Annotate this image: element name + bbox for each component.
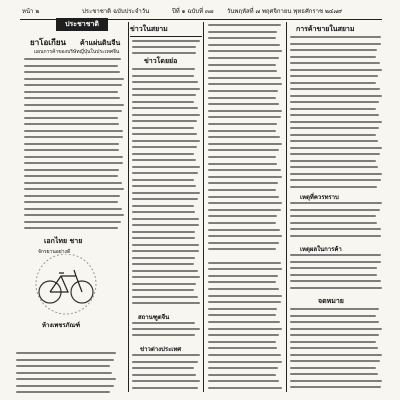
column-divider <box>128 22 129 392</box>
text-line <box>290 36 381 38</box>
text-line <box>290 334 379 336</box>
text-line <box>132 334 195 336</box>
text-line <box>208 31 277 33</box>
text-line <box>290 101 379 103</box>
text-line <box>24 208 122 210</box>
text-line <box>132 302 200 304</box>
text-line <box>290 69 382 71</box>
text-line <box>24 156 123 158</box>
text-line <box>208 169 281 171</box>
text-line <box>208 44 280 46</box>
text-line <box>24 97 120 99</box>
text-line <box>132 127 194 129</box>
text-line <box>16 365 110 367</box>
text-line <box>290 386 381 388</box>
text-line <box>208 209 281 211</box>
text-line <box>290 160 376 162</box>
text-line <box>132 328 200 330</box>
text-line <box>24 188 124 190</box>
text-line <box>290 373 378 375</box>
text-line <box>132 211 195 213</box>
text-line <box>132 276 200 278</box>
text-line <box>208 229 280 231</box>
sub3-column3: จดหมาย <box>318 297 344 305</box>
text-line <box>132 94 196 96</box>
text-line <box>132 88 200 90</box>
text-line <box>132 159 196 161</box>
text-line <box>290 56 376 58</box>
text-line <box>208 83 282 85</box>
text-line <box>208 281 276 283</box>
text-line <box>290 95 382 97</box>
text-line <box>208 136 280 138</box>
text-line <box>208 70 277 72</box>
text-line <box>290 215 376 217</box>
text-line <box>290 186 377 188</box>
text-line <box>16 359 114 361</box>
text-line <box>208 215 277 217</box>
text-line <box>132 250 199 252</box>
text-line <box>208 156 276 158</box>
text-line <box>24 175 118 177</box>
text-line <box>132 380 200 382</box>
text-line <box>208 143 282 145</box>
text-line <box>208 334 279 336</box>
text-line <box>290 153 380 155</box>
ad-subtitle: จักรยานอย่างดี <box>38 249 71 255</box>
text-line <box>208 248 276 250</box>
text-line <box>208 103 279 105</box>
text-line <box>24 227 118 229</box>
text-line <box>290 166 378 168</box>
text-line <box>290 267 377 269</box>
sub2-column2: ข่าวต่างประเทศ <box>140 346 182 353</box>
headline-right: ค้าแผ่นดินจีน <box>80 39 121 47</box>
text-line <box>132 68 195 70</box>
text-line <box>290 274 377 276</box>
text-line <box>290 88 380 90</box>
text-line <box>208 222 276 224</box>
text-line <box>132 354 200 356</box>
text-line <box>132 120 197 122</box>
text-line <box>290 114 379 116</box>
text-line <box>132 244 199 246</box>
text-line <box>24 169 119 171</box>
text-line <box>290 287 382 289</box>
text-line <box>132 114 200 116</box>
text-line <box>132 153 194 155</box>
text-line <box>290 82 376 84</box>
text-line <box>16 352 116 354</box>
text-line <box>290 49 377 51</box>
text-line <box>208 262 281 264</box>
issue-number: ปีที่ ๑ ฉบับที่ ๓๗ <box>172 8 214 15</box>
section-logo: ประชาชาติ <box>56 18 108 31</box>
text-line <box>208 328 282 330</box>
text-line <box>290 173 382 175</box>
text-line <box>16 391 110 393</box>
text-line <box>208 374 276 376</box>
text-line <box>132 46 196 48</box>
header-mid-text: ประชาชาติ ฉบับประจำวัน <box>82 8 150 15</box>
issue-date: วันพฤหัสที่ ๗ พฤศจิกายน พุทธศักราช ๒๔๗๙ <box>227 8 343 15</box>
text-line <box>290 261 381 263</box>
text-line <box>208 149 279 151</box>
text-line <box>290 367 376 369</box>
headline-left: ยาโอเกียน <box>30 38 67 47</box>
text-line <box>208 57 279 59</box>
text-line <box>290 121 382 123</box>
bicycle-advertisement <box>16 236 108 350</box>
subhead-column2: ข่าวโดยย่อ <box>144 57 178 65</box>
text-line <box>290 62 380 64</box>
text-line <box>132 192 200 194</box>
text-line <box>132 179 194 181</box>
text-line <box>290 341 376 343</box>
subhead-column1: แผนการค้าของบริษัทญี่ปุ่นในประเทศจีน <box>34 49 120 55</box>
text-line <box>24 117 118 119</box>
text-line <box>132 296 198 298</box>
text-line <box>208 130 276 132</box>
text-line <box>24 123 119 125</box>
text-line <box>208 387 282 389</box>
text-line <box>24 91 118 93</box>
text-line <box>290 147 382 149</box>
text-line <box>208 182 278 184</box>
text-line <box>132 322 195 324</box>
text-line <box>290 254 381 256</box>
text-line <box>290 360 380 362</box>
text-line <box>132 101 194 103</box>
text-line <box>208 196 279 198</box>
text-line <box>290 380 382 382</box>
text-line <box>24 58 121 60</box>
text-line <box>132 75 194 77</box>
text-line <box>132 361 198 363</box>
bicycle-illustration <box>24 254 108 318</box>
text-line <box>290 108 376 110</box>
newspaper-header <box>22 5 382 19</box>
text-line <box>290 328 382 330</box>
text-line <box>132 367 194 369</box>
text-line <box>16 378 116 380</box>
text-line <box>24 143 119 145</box>
text-line <box>24 130 123 132</box>
text-line <box>208 288 279 290</box>
text-line <box>24 182 122 184</box>
text-line <box>208 116 281 118</box>
text-line <box>24 65 118 67</box>
ad-shop: ห้างเพชรภัณฑ์ <box>42 322 81 329</box>
text-line <box>132 146 197 148</box>
text-line <box>290 308 379 310</box>
text-line <box>132 387 198 389</box>
text-line <box>290 315 376 317</box>
text-line <box>208 347 277 349</box>
text-line <box>208 235 282 237</box>
text-line <box>290 179 381 181</box>
column-divider <box>203 22 204 392</box>
text-line <box>208 97 276 99</box>
text-line <box>208 176 282 178</box>
text-line <box>208 367 278 369</box>
text-line <box>290 235 381 237</box>
text-line <box>16 372 112 374</box>
text-line <box>24 214 124 216</box>
text-line <box>208 163 277 165</box>
text-line <box>132 52 196 54</box>
text-line <box>24 149 119 151</box>
headline-column2: ข่าวในสยาม <box>130 25 168 33</box>
text-line <box>208 380 279 382</box>
text-line <box>24 221 121 223</box>
text-line <box>132 133 197 135</box>
text-line <box>208 123 277 125</box>
text-line <box>132 205 194 207</box>
text-line <box>24 84 122 86</box>
text-line <box>208 50 282 52</box>
text-line <box>290 228 381 230</box>
text-line <box>208 110 282 112</box>
text-line <box>132 198 198 200</box>
text-line <box>208 301 281 303</box>
text-line <box>290 280 381 282</box>
text-line <box>132 257 195 259</box>
text-line <box>24 110 122 112</box>
sub1-column3: เหตุที่ควรทราบ <box>300 194 339 201</box>
text-line <box>208 189 276 191</box>
text-line <box>208 295 282 297</box>
text-line <box>208 275 278 277</box>
text-line <box>290 347 378 349</box>
text-line <box>24 195 120 197</box>
text-line <box>24 201 118 203</box>
text-line <box>24 71 120 73</box>
text-line <box>208 361 282 363</box>
sub2-column3: เหตุผลในการค้า <box>300 246 342 253</box>
text-line <box>290 75 378 77</box>
text-line <box>208 341 276 343</box>
ad-title: เอกไทย ชาย <box>44 237 83 245</box>
text-line <box>208 202 282 204</box>
text-line <box>208 37 276 39</box>
text-line <box>132 237 195 239</box>
text-line <box>208 268 282 270</box>
text-line <box>132 270 198 272</box>
text-line <box>290 202 382 204</box>
text-line <box>132 185 196 187</box>
text-line <box>132 283 196 285</box>
text-line <box>132 224 199 226</box>
text-line <box>290 127 379 129</box>
text-line <box>24 78 124 80</box>
text-line <box>132 263 194 265</box>
text-line <box>132 107 198 109</box>
text-line <box>132 172 198 174</box>
text-line <box>208 24 281 26</box>
text-line <box>132 81 198 83</box>
text-line <box>208 308 277 310</box>
text-line <box>132 289 194 291</box>
text-line <box>132 231 195 233</box>
column2-rule <box>130 36 202 37</box>
text-line <box>132 166 200 168</box>
text-line <box>290 43 381 45</box>
text-line <box>208 77 281 79</box>
text-line <box>24 136 123 138</box>
text-line <box>208 64 276 66</box>
text-line <box>132 218 199 220</box>
column-divider <box>286 22 287 392</box>
text-line <box>290 140 378 142</box>
text-line <box>208 314 276 316</box>
text-line <box>208 90 278 92</box>
text-line <box>290 134 376 136</box>
text-line <box>208 242 279 244</box>
text-line <box>208 321 280 323</box>
text-line <box>290 354 382 356</box>
text-line <box>24 104 124 106</box>
text-line <box>290 321 379 323</box>
headline-column3: การค้าขายในสยาม <box>296 25 355 33</box>
text-line <box>290 209 380 211</box>
page-number: หน้า ๒ <box>22 8 40 15</box>
text-line <box>132 40 200 42</box>
text-line <box>290 222 377 224</box>
text-line <box>208 354 281 356</box>
text-line <box>132 140 200 142</box>
box-headline-column2: สถานฑูตจีน <box>138 314 170 321</box>
text-line <box>24 162 123 164</box>
text-line <box>132 374 196 376</box>
text-line <box>16 385 114 387</box>
